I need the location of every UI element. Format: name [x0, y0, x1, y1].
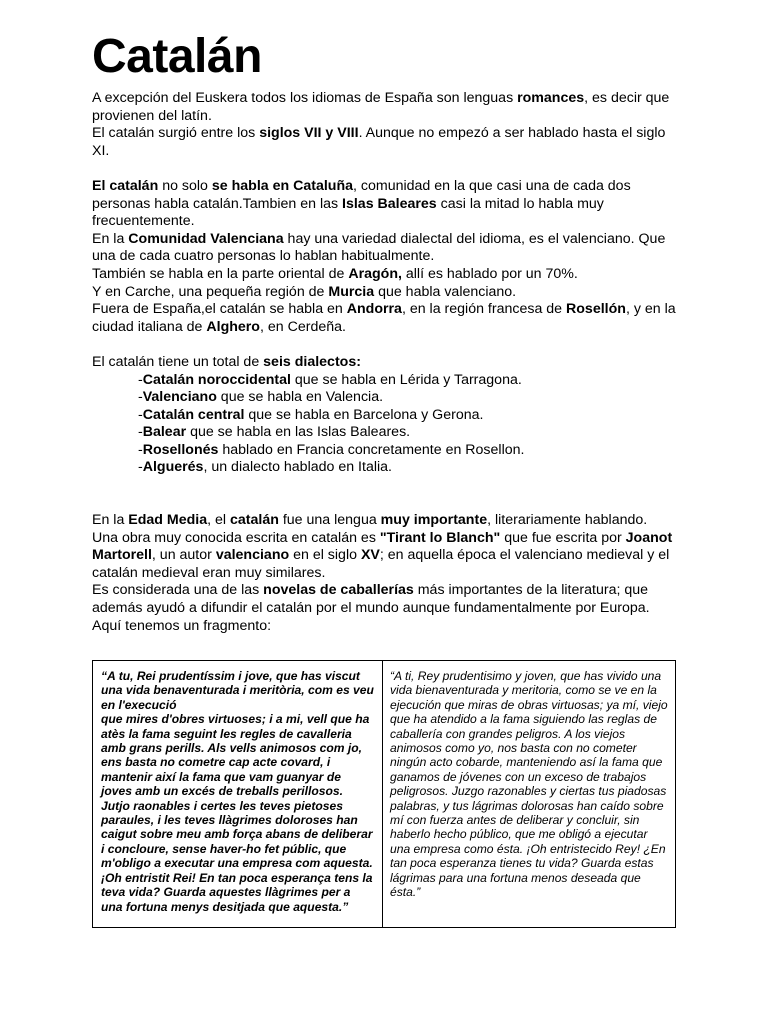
text-run: Una obra muy conocida escrita en catalán es: [92, 529, 380, 546]
text-run: hay una variedad dialectal del idioma, es el valenciano. Que una de cada cuatro personas lo hablan habitualmente.: [92, 230, 666, 265]
bold-term: Islas Baleares: [342, 195, 437, 212]
text-run: , un autor: [151, 547, 216, 564]
text-run: fue una lengua: [278, 512, 381, 529]
list-dash: -: [138, 371, 143, 388]
text-run: El catalán tiene un total de: [92, 353, 264, 370]
bold-term: "Tirant lo Blanch": [379, 529, 501, 546]
text-run: , en la región francesa de: [401, 301, 567, 318]
text-run: en el siglo: [289, 547, 361, 564]
text-run: Y en Carche, una pequeña región de: [92, 283, 329, 300]
text-run: más importantes de la literatura; que además ayudó a difundir el catalán por el mundo aunque fundamentalmente por Europa.: [92, 582, 650, 617]
text-run: Aquí tenemos un fragmento:: [92, 617, 272, 634]
paragraph-chivalry: [92, 582, 682, 617]
bold-term: siglos VII y VIII: [259, 125, 359, 142]
bold-term: romances: [517, 90, 585, 106]
text-run: Es considerada una de las: [92, 582, 264, 599]
bold-term: se habla en Cataluña: [211, 177, 354, 194]
paragraph-valencia: [92, 231, 682, 266]
list-dash: -: [138, 441, 143, 458]
list-item: [138, 424, 682, 442]
page-title: Catalán: [92, 30, 262, 83]
fragment-catalan-line1: “A tu, Rei prudentíssim i jove, que has viscut una vida benaventurada i meritòria, com es veu en l'execució: [101, 669, 374, 712]
text-run: que habla valenciano.: [374, 283, 517, 300]
paragraph-origin: [92, 125, 682, 160]
text-run: En la: [92, 230, 129, 247]
dialect-desc: que se habla en Valencia.: [216, 389, 384, 406]
bold-term: Rosellón: [566, 301, 626, 318]
bold-term: Edad Media: [128, 512, 208, 529]
text-run: A excepción del Euskera todos los idiomas de España son lenguas: [92, 90, 518, 106]
list-item: [138, 389, 682, 407]
list-dash: -: [138, 424, 143, 441]
text-run: , comunidad en la que casi una de cada dos personas habla catalán.Tambien en las: [92, 177, 631, 212]
dialect-name: Catalán noroccidental: [142, 371, 291, 388]
paragraph-tirant: [92, 530, 682, 583]
text-run: , y en la ciudad italiana de: [92, 301, 676, 335]
bold-term: Andorra: [346, 301, 402, 318]
bold-term: El catalán: [92, 177, 159, 194]
bold-term: Joanot Martorell: [92, 529, 673, 564]
document-body: [92, 90, 682, 635]
text-run: , es decir que provienen del latín.: [92, 90, 670, 124]
text-run: En la: [92, 512, 129, 529]
text-run: no solo: [158, 177, 212, 194]
list-dash: -: [138, 406, 143, 423]
bold-term: seis dialectos:: [263, 353, 361, 370]
list-item: [138, 442, 682, 460]
spacer: [92, 160, 682, 178]
spacer: [92, 477, 682, 512]
fragment-catalan: [93, 661, 383, 927]
dialect-name: Rosellonés: [142, 441, 219, 458]
bold-term: Comunidad Valenciana: [128, 230, 284, 247]
fragment-catalan-line2: que mires d'obres virtuoses; i a mi, vell que ha atès la fama seguint les regles de cavalleria amb grans perills. Als vells animosos com jo, ens basta no cometre cap acte covard, i mantenir així la fama que vam guanyar de joves amb un excés de treballs perillosos. Jutjo raonables i certes les teves pietoses paraules, i les teves llàgrimes doloroses han caigut sobre meu amb força abans de deliberar i concloure, sense haver-ho fet públic, que m'obligo a executar una empresa com aquesta. ¡Oh entristit Rei! En tan poca esperança tens la teva vida? Guarda aquestes llàgrimes per a una fortuna menys desitjada que aquesta.”: [101, 712, 373, 914]
paragraph-romance-languages: [92, 90, 682, 125]
text-run: También se habla en la parte oriental de: [92, 265, 349, 282]
bold-term: catalán: [230, 512, 279, 529]
bold-term: Alghero: [206, 318, 260, 335]
bold-term: XV: [360, 547, 380, 564]
text-run: El catalán surgió entre los: [92, 125, 260, 142]
dialect-name: Catalán central: [142, 406, 245, 423]
text-run: , literariamente hablando.: [487, 512, 648, 529]
dialect-desc: que se habla en las Islas Baleares.: [186, 424, 411, 441]
bold-term: Aragón,: [348, 265, 402, 282]
list-item: [138, 407, 682, 425]
dialect-name: Valenciano: [142, 389, 217, 406]
dialect-desc: , un dialecto hablado en Italia.: [203, 459, 392, 476]
dialect-name: Balear: [142, 424, 187, 441]
text-run: . Aunque no empezó a ser hablado hasta el siglo XI.: [92, 125, 666, 159]
paragraph-middle-ages: [92, 512, 682, 530]
text-run: , el: [207, 512, 230, 529]
fragment-spanish: [383, 661, 675, 927]
bold-term: valenciano: [215, 547, 290, 564]
dialect-desc: hablado en Francia concretamente en Rosellon.: [218, 441, 525, 458]
text-run: allí es hablado por un 70%.: [401, 265, 578, 282]
fragment-spanish-text: “A ti, Rey prudentisimo y joven, que has vivido una vida bienaventurada y meritoria, como se ve en la ejecución que miras de obras virtuosas; ya mí, viejo que ha atendido a la fama siguiendo las reglas de caballería con grandes peligros. A los viejos animosos como yo, nos basta con no cometer ningún acto cobarde, manteniendo así la fama que ganamos de jóvenes con un exceso de trabajos peligrosos. Juzgo razonables y ciertas tus piadosas palabras, y tus lágrimas dolorosas han caído sobre mí con fuerza antes de deliberar y concluir, sin haberlo hecho público, que me obligó a ejecutar una empresa como ésta. ¡Oh entristecido Rey! ¿En tan poca esperanza tienes tu vida? Guarda estas lágrimas para una fortuna menos deseada que ésta.”: [390, 669, 668, 900]
dialect-name: Alguerés: [142, 459, 204, 476]
list-dash: -: [138, 389, 143, 406]
dialect-desc: que se habla en Barcelona y Gerona.: [244, 406, 484, 423]
text-run: que fue escrita por: [500, 529, 626, 546]
paragraph-cataluna: [92, 178, 682, 231]
bold-term: muy importante: [380, 512, 488, 529]
dialect-list: [92, 372, 682, 478]
text-run: Fuera de España,el catalán se habla en: [92, 301, 347, 318]
text-run: casi la mitad lo habla muy frecuentemente.: [92, 195, 604, 230]
text-run: ; en aquella época el valenciano medieval y el catalán medieval eran muy similares.: [92, 547, 670, 581]
paragraph-aragon: [92, 266, 682, 284]
text-run: , en Cerdeña.: [259, 318, 346, 335]
list-item: [138, 372, 682, 390]
paragraph-dialects-intro: [92, 354, 682, 372]
paragraph-abroad: [92, 301, 682, 336]
fragment-table: [92, 660, 676, 928]
bold-term: Murcia: [328, 283, 375, 300]
paragraph-murcia: [92, 284, 682, 302]
paragraph-fragment-intro: [92, 618, 682, 636]
list-item: [138, 459, 682, 477]
spacer: [92, 336, 682, 354]
dialect-desc: que se habla en Lérida y Tarragona.: [290, 371, 522, 388]
bold-term: novelas de caballerías: [263, 582, 414, 599]
list-dash: -: [138, 459, 143, 476]
